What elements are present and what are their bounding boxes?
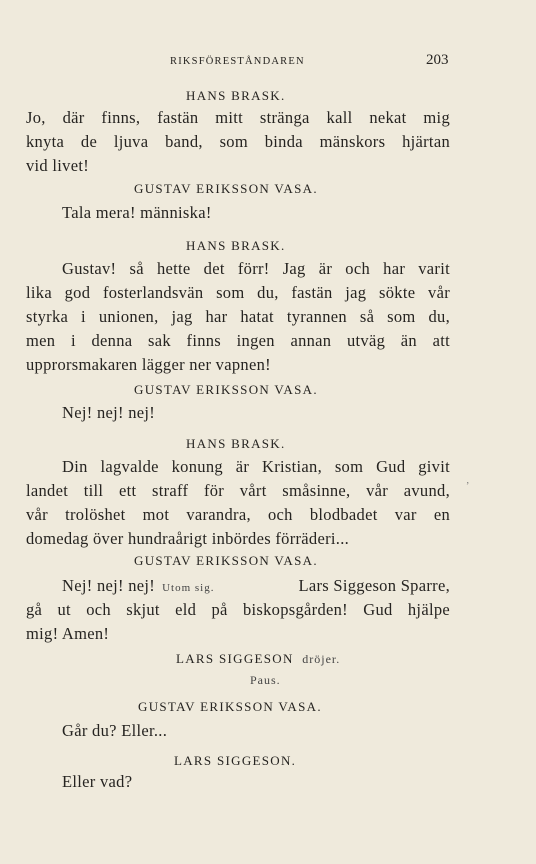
speaker-name: LARS SIGGESON: [176, 651, 294, 666]
pause-direction: Paus.: [250, 673, 281, 687]
page-number: 203: [426, 52, 449, 68]
stage-direction: Utom sig.: [162, 582, 215, 594]
dialogue-line: vår trolöshet mot varandra, och blodbadet var en: [26, 505, 450, 524]
dialogue-line: landet till ett straff för vårt småsinne, vår avund,: [26, 481, 450, 500]
speaker-name: HANS BRASK.: [186, 88, 286, 103]
dialogue-text: Lars Siggeson Sparre,: [298, 576, 450, 595]
speaker-name: HANS BRASK.: [186, 238, 286, 253]
speaker-name-with-direction: [176, 651, 340, 667]
dialogue-line: Går du? Eller...: [62, 721, 168, 740]
dialogue-line: vid livet!: [26, 156, 90, 175]
dialogue-line: domedag över hundraårigt inbördes förräderi...: [26, 529, 350, 548]
dialogue-line: lika god fosterlandsvän som du, fastän jag sökte vår: [26, 283, 450, 302]
speaker-name: GUSTAV ERIKSSON VASA.: [134, 382, 318, 397]
dialogue-text: Nej! nej! nej!: [62, 576, 156, 595]
dialogue-line: styrka i unionen, jag har hatat tyrannen så som du,: [26, 307, 450, 326]
dialogue-line: Jo, där finns, fastän mitt stränga kall nekat mig: [26, 108, 450, 127]
dialogue-line: gå ut och skjut eld på biskopsgården! Gud hjälpe: [26, 600, 450, 619]
speaker-name: HANS BRASK.: [186, 436, 286, 451]
dialogue-line: upprorsmakaren lägger ner vapnen!: [26, 355, 271, 374]
speaker-name: LARS SIGGESON.: [174, 753, 297, 768]
dialogue-line: Eller vad?: [62, 772, 133, 791]
dialogue-line: Tala mera! människa!: [62, 203, 212, 222]
speaker-name: GUSTAV ERIKSSON VASA.: [138, 699, 322, 714]
running-title: RIKSFÖRESTÅNDAREN: [170, 56, 305, 67]
speaker-name: GUSTAV ERIKSSON VASA.: [134, 553, 318, 568]
dialogue-line: knyta de ljuva band, som binda mänskors hjärtan: [26, 132, 450, 151]
dialogue-line: men i denna sak finns ingen annan utväg än att: [26, 331, 450, 350]
dialogue-line: Din lagvalde konung är Kristian, som Gud givit: [62, 457, 450, 476]
dialogue-line: Gustav! så hette det förr! Jag är och har varit: [62, 259, 450, 278]
dialogue-line-with-stage-direction: [62, 576, 450, 596]
stage-direction: dröjer.: [302, 652, 341, 666]
dialogue-line: mig! Amen!: [26, 624, 110, 643]
page-header: [0, 52, 536, 72]
print-speck: ʼ: [466, 481, 470, 492]
speaker-name: GUSTAV ERIKSSON VASA.: [134, 181, 318, 196]
dialogue-line: Nej! nej! nej!: [62, 403, 156, 422]
